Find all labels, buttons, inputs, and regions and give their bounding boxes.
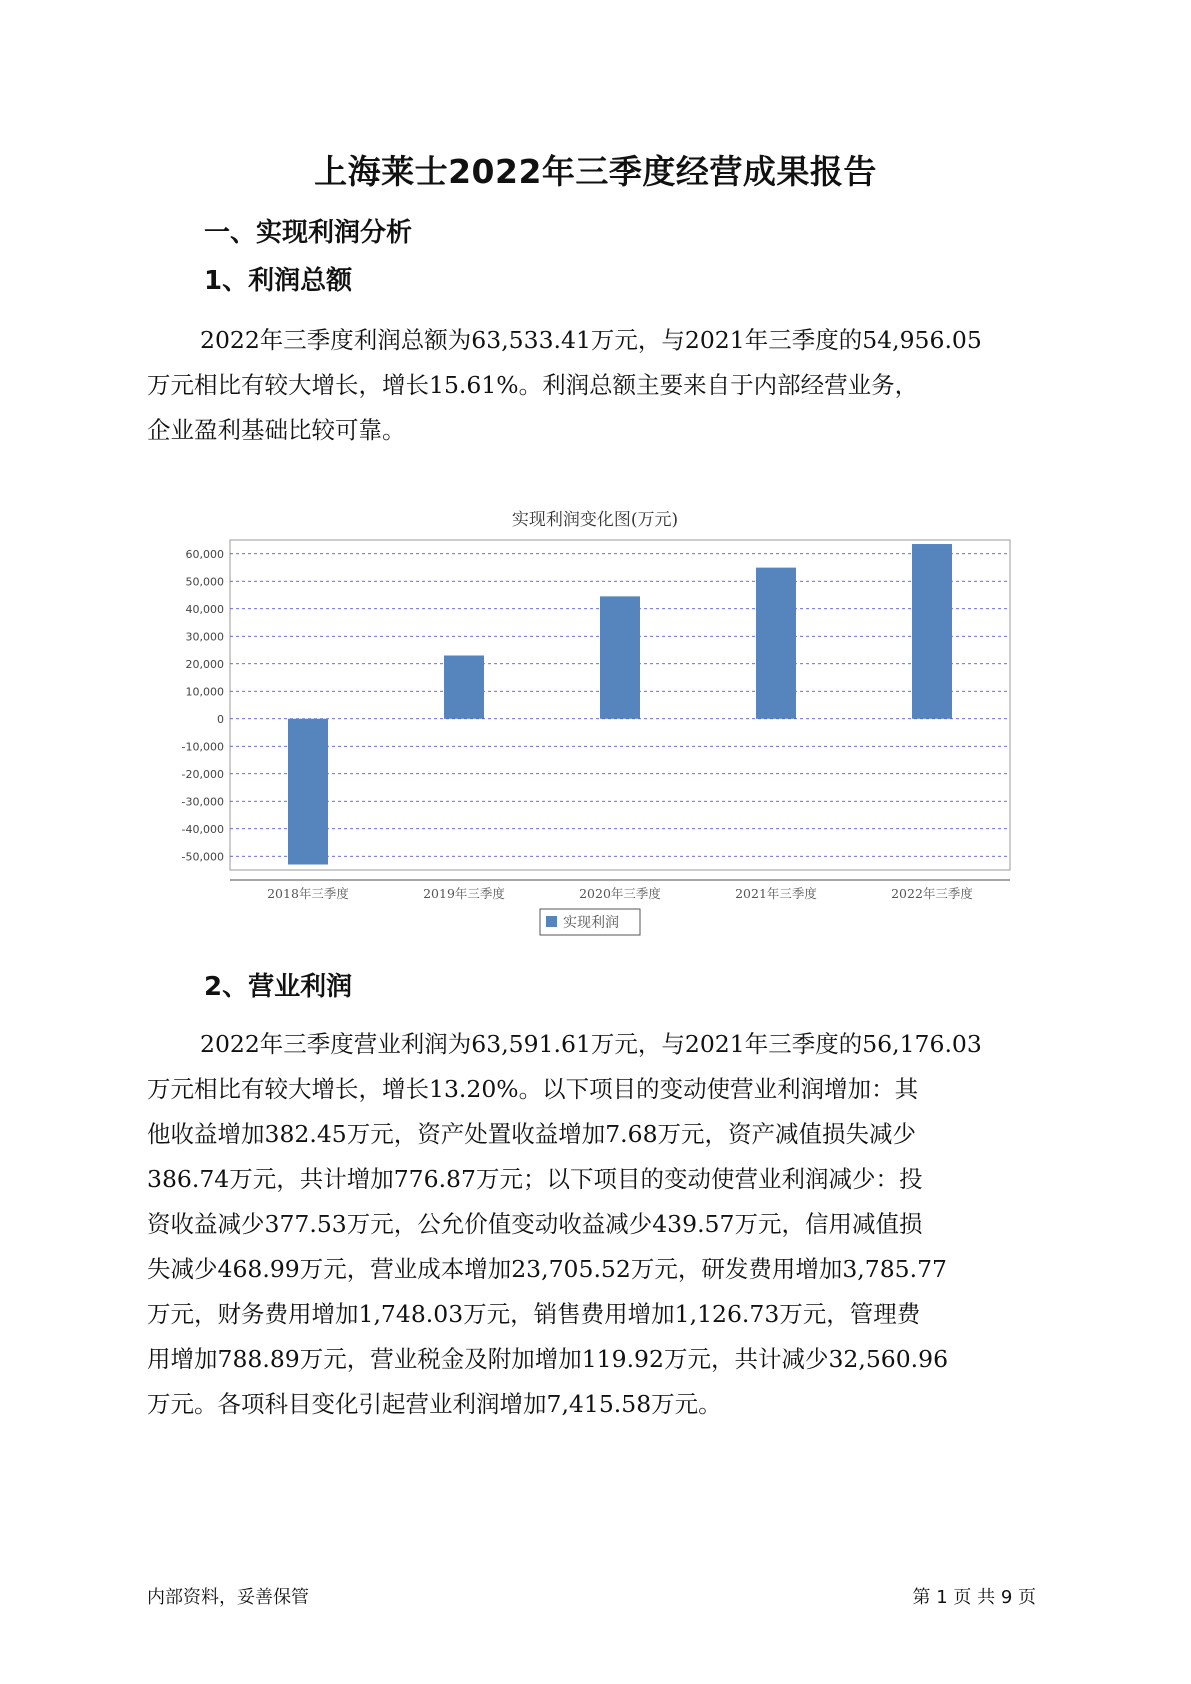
paragraph-line: 万元。各项科目变化引起营业利润增加7,415.58万元。	[147, 1390, 722, 1418]
bar	[756, 568, 796, 719]
y-tick-label: 50,000	[185, 575, 224, 589]
y-axis-tick-labels	[182, 548, 224, 864]
paragraph-total-profit	[147, 318, 1077, 453]
bar	[912, 544, 952, 719]
chart-title: 实现利润变化图(万元)	[511, 510, 679, 530]
profit-bar-chart	[160, 500, 1030, 940]
y-tick-label: 20,000	[185, 657, 224, 671]
y-tick-label: -50,000	[181, 850, 224, 864]
paragraph-line: 用增加788.89万元，营业税金及附加增加119.92万元，共计减少32,560.96	[147, 1345, 949, 1373]
bar	[444, 656, 484, 719]
paragraph-line: 企业盈利基础比较可靠。	[147, 416, 406, 444]
paragraph-line: 2022年三季度营业利润为63,591.61万元，与2021年三季度的56,176.03	[200, 1030, 982, 1058]
x-tick-label: 2019年三季度	[423, 886, 505, 901]
y-tick-label: 30,000	[185, 630, 224, 644]
paragraph-line: 资收益减少377.53万元，公允价值变动收益减少439.57万元，信用减值损	[147, 1210, 923, 1238]
footer-confidential-note: 内部资料，妥善保管	[147, 1587, 309, 1608]
legend	[540, 909, 640, 935]
x-axis-tick-labels	[267, 886, 973, 901]
paragraph-operating-profit	[147, 1022, 1077, 1427]
subheading-total-profit: 1、利润总额	[204, 266, 353, 296]
paragraph-line: 他收益增加382.45万元，资产处置收益增加7.68万元，资产减值损失减少	[147, 1120, 917, 1148]
y-tick-label: 40,000	[185, 602, 224, 616]
paragraph-line: 386.74万元，共计增加776.87万元；以下项目的变动使营业利润减少：投	[147, 1165, 923, 1193]
paragraph-line: 万元相比有较大增长，增长15.61%。利润总额主要来自于内部经营业务，	[147, 371, 919, 399]
bar	[600, 596, 640, 718]
legend-label: 实现利润	[563, 915, 619, 931]
bar	[288, 719, 328, 865]
paragraph-line: 万元，财务费用增加1,748.03万元，销售费用增加1,126.73万元，管理费	[147, 1300, 921, 1328]
paragraph-line: 2022年三季度利润总额为63,533.41万元，与2021年三季度的54,956.05	[200, 326, 982, 354]
y-tick-label: -30,000	[181, 795, 224, 809]
y-tick-label: -20,000	[181, 767, 224, 781]
y-tick-label: -40,000	[181, 822, 224, 836]
footer-page-number: 第 1 页 共 9 页	[912, 1587, 1036, 1608]
paragraph-line: 失减少468.99万元，营业成本增加23,705.52万元，研发费用增加3,785.77	[147, 1255, 947, 1283]
report-title: 上海莱士2022年三季度经营成果报告	[314, 152, 877, 191]
y-tick-label: 10,000	[185, 685, 224, 699]
x-tick-label: 2018年三季度	[267, 886, 349, 901]
y-tick-label: -10,000	[181, 740, 224, 754]
y-tick-label: 0	[217, 712, 224, 726]
section-heading-profit-analysis: 一、实现利润分析	[204, 218, 413, 248]
y-tick-label: 60,000	[185, 547, 224, 561]
paragraph-line: 万元相比有较大增长，增长13.20%。以下项目的变动使营业利润增加：其	[147, 1075, 919, 1103]
subheading-operating-profit: 2、营业利润	[204, 972, 353, 1002]
legend-swatch	[546, 916, 557, 927]
x-tick-label: 2021年三季度	[735, 886, 817, 901]
x-tick-label: 2020年三季度	[579, 886, 661, 901]
x-tick-label: 2022年三季度	[891, 886, 973, 901]
